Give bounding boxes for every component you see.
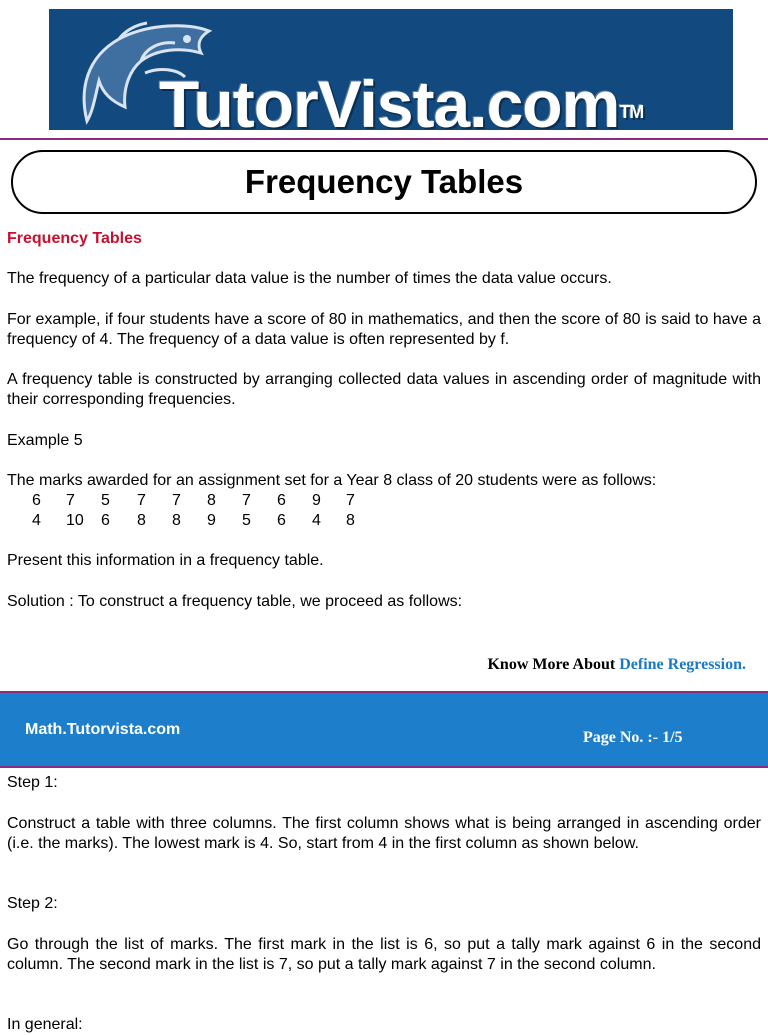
mark-value: 8 xyxy=(137,512,146,529)
paragraph-example: For example, if four students have a score of 80 in mathematics, and then the score of 80 is said to have a frequency of 4. The frequency of a data value is often represented by f. xyxy=(7,311,761,348)
logo-text: TutorVista.com™ xyxy=(159,67,644,130)
logo-banner xyxy=(49,9,733,130)
mark-value: 6 xyxy=(277,492,286,509)
paragraph-frequency-table: A frequency table is constructed by arranging collected data values in ascending order of magnitude with their corresponding frequencies. xyxy=(7,371,761,408)
mark-value: 7 xyxy=(137,492,146,509)
in-general-label: In general: xyxy=(7,1016,83,1033)
mark-value: 9 xyxy=(312,492,321,509)
mark-value: 5 xyxy=(101,492,110,509)
mark-value: 8 xyxy=(207,492,216,509)
mark-value: 8 xyxy=(172,512,181,529)
step1-text: Construct a table with three columns. The first column shows what is being arranged in ascending order (i.e. the marks). The lowest mark is 4. So, start from 4 in the first column as shown below. xyxy=(7,815,761,852)
mark-value: 4 xyxy=(312,512,321,529)
present-instruction: Present this information in a frequency table. xyxy=(7,552,324,569)
mark-value: 4 xyxy=(32,512,41,529)
define-regression-link[interactable]: Define Regression. xyxy=(619,656,746,673)
mark-value: 7 xyxy=(346,492,355,509)
paragraph-definition: The frequency of a particular data value is the number of times the data value occurs. xyxy=(7,270,612,287)
example-label: Example 5 xyxy=(7,432,83,449)
section-heading: Frequency Tables xyxy=(7,230,142,247)
footer-site-link[interactable]: Math.Tutorvista.com xyxy=(25,721,181,738)
step2-label: Step 2: xyxy=(7,895,58,912)
mark-value: 7 xyxy=(172,492,181,509)
mark-value: 9 xyxy=(207,512,216,529)
page-number: Page No. :- 1/5 xyxy=(583,729,683,746)
marks-intro: The marks awarded for an assignment set for a Year 8 class of 20 students were as follows: xyxy=(7,472,657,489)
solution-text: Solution : To construct a frequency table, we proceed as follows: xyxy=(7,593,463,610)
mark-value: 6 xyxy=(101,512,110,529)
mark-value: 7 xyxy=(242,492,251,509)
mark-value: 5 xyxy=(242,512,251,529)
mark-value: 7 xyxy=(66,492,75,509)
know-more xyxy=(487,656,746,674)
mark-value: 8 xyxy=(346,512,355,529)
mark-value: 6 xyxy=(32,492,41,509)
step2-text: Go through the list of marks. The first mark in the list is 6, so put a tally mark against 6 in the second column. The second mark in the list is 7, so put a tally mark against 7 in the second column. xyxy=(7,936,761,973)
know-more-prefix: Know More About xyxy=(487,656,616,673)
step1-label: Step 1: xyxy=(7,774,58,791)
mark-value: 10 xyxy=(66,512,84,529)
trademark: TM xyxy=(619,102,644,122)
page-title: Frequency Tables xyxy=(244,163,524,200)
header-divider xyxy=(0,138,768,140)
mark-value: 6 xyxy=(277,512,286,529)
